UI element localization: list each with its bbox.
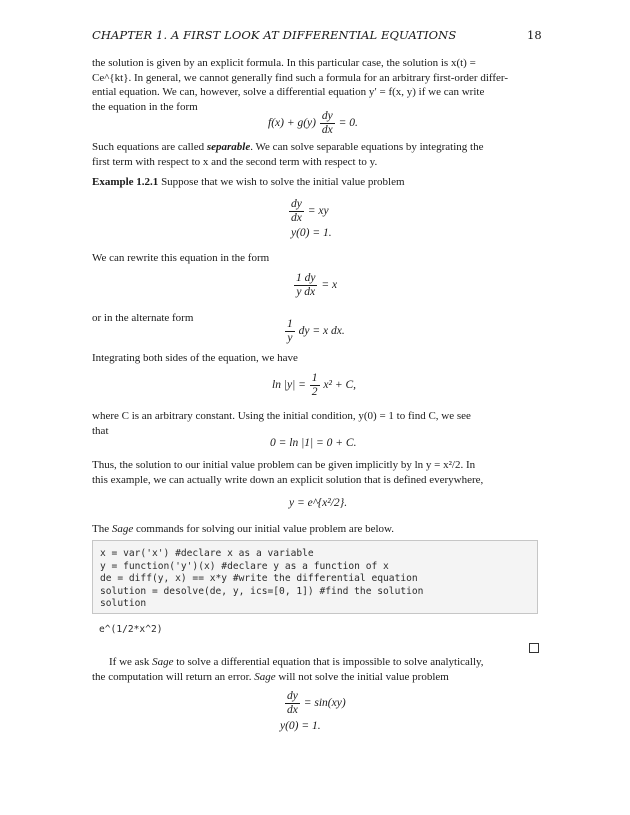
fraction-numerator: 1 dy (296, 272, 316, 284)
text-segment: or in the alternate form (92, 312, 194, 324)
text-segment: Thus, the solution to our initial value problem can be given implicitly by ln y = x²/2. In (92, 459, 476, 471)
text-segment: commands for solving our initial value problem are below. (133, 523, 395, 535)
text-segment: Integrating both sides of the equation, we have (92, 352, 298, 364)
fraction-denominator: y dx (296, 286, 316, 298)
fraction-denominator: y (287, 332, 293, 344)
equation-unsolvable-initial-condition: y(0) = 1. (280, 720, 321, 732)
fraction (289, 198, 304, 225)
fraction (285, 318, 295, 345)
page-number: 18 (527, 28, 542, 42)
code-line: y = function('y')(x) #declare y as a function of x (100, 560, 389, 572)
equation-rhs: x² + C, (323, 379, 356, 392)
text-line (92, 458, 538, 473)
fraction-denominator: 2 (311, 386, 318, 398)
paragraph-sage-error (92, 655, 538, 684)
text-segment: the computation will return an error. (92, 670, 255, 683)
fraction-numerator: dy (291, 198, 302, 210)
equation-rhs: = x (321, 279, 338, 292)
fraction-numerator: 1 (311, 372, 318, 384)
text-segment: to solve a differential equation that is impossible to solve analytically, (173, 656, 484, 668)
text-line (92, 522, 538, 537)
text-line (92, 655, 538, 670)
example-heading (92, 175, 538, 190)
fraction-denominator: dx (291, 212, 302, 224)
text-segment: Such equations are called (92, 141, 207, 153)
text-line (92, 424, 538, 439)
text-line-1: the solution is given by an explicit formula. In this particular case, the solution is x(t) = (92, 57, 476, 69)
text-line (92, 85, 538, 100)
code-output: e^(1/2*x^2) (99, 624, 163, 635)
paragraph-separable (92, 140, 538, 169)
text-line-3: ential equation. We can, however, solve a differential equation y′ = f(x, y) if we can write (92, 86, 485, 99)
paragraph-rewrite (92, 251, 538, 266)
equation-lhs: ln |y| = (272, 379, 306, 392)
equation-rhs: = xy (307, 205, 329, 218)
code-line: x = var('x') #declare x as a variable (100, 548, 314, 559)
equation-unsolvable-ode (284, 690, 346, 717)
fraction-numerator: 1 (287, 318, 293, 330)
text-line (92, 409, 538, 424)
equation-alternate (284, 318, 345, 345)
equation-separable-form (268, 110, 358, 137)
qed-square-icon (529, 643, 539, 653)
text-line (92, 155, 538, 170)
text-line (92, 251, 538, 266)
paragraph-solution (92, 458, 538, 487)
text-segment: this example, we can actually write down an explicit solution that is defined everywhere, (92, 473, 484, 486)
text-segment: The (92, 523, 112, 535)
text-segment: first term with respect to x and the second term with respect to y. (92, 155, 378, 168)
equation-rewritten (293, 272, 337, 299)
example-label: Example 1.2.1 (92, 176, 159, 188)
fraction-denominator: dx (321, 124, 333, 136)
fraction-denominator: dx (287, 704, 298, 716)
text-line-2: Ce^{kt}. In general, we cannot generally find such a formula for an arbitrary first-order differ- (92, 71, 509, 84)
text-line (92, 670, 538, 685)
text-segment: If we ask (109, 656, 153, 668)
fraction-numerator: dy (287, 690, 298, 702)
text-line (92, 56, 538, 71)
equation-integrated (272, 372, 356, 399)
text-line (92, 473, 538, 488)
sage-name: Sage (111, 523, 134, 535)
text-line (92, 140, 538, 155)
paragraph-sage-intro (92, 522, 538, 537)
equation-rhs: dy = x dx. (298, 325, 345, 338)
text-line (92, 71, 538, 86)
equation-rhs: = 0. (338, 117, 358, 130)
fraction (320, 110, 335, 137)
text-line (92, 351, 538, 366)
text-line (92, 175, 538, 190)
fraction (294, 272, 317, 299)
equation-explicit-solution: y = e^{x²/2}. (289, 497, 348, 509)
example-text: Suppose that we wish to solve the initial value problem (158, 176, 405, 188)
text-segment: We can rewrite this equation in the form (92, 252, 270, 264)
code-line: solution (100, 598, 147, 609)
text-segment: . We can solve separable equations by integrating the (250, 141, 484, 153)
sage-name: Sage (254, 670, 276, 683)
paragraph-initial-condition (92, 409, 538, 438)
sage-name: Sage (152, 656, 174, 668)
fraction-numerator: dy (321, 110, 333, 122)
equation-rhs: = sin(xy) (303, 697, 346, 710)
text-line-4: the equation in the form (92, 100, 198, 113)
equation-ivp-ode (288, 198, 329, 225)
text-segment: where C is an arbitrary constant. Using the initial condition, y(0) = 1 to find C, we see (92, 410, 471, 422)
paragraph-integrating (92, 351, 538, 366)
paragraph-intro (92, 56, 538, 114)
fraction (285, 690, 300, 717)
equation-ivp-initial-condition: y(0) = 1. (291, 227, 332, 239)
code-line: de = diff(y, x) == x*y #write the differential equation (100, 573, 418, 584)
term-separable: separable (206, 141, 251, 153)
text-segment: that (92, 424, 109, 437)
code-line: solution = desolve(de, y, ics=[0, 1]) #find the solution (100, 585, 424, 597)
fraction (310, 372, 320, 399)
equation-constant: 0 = ln |1| = 0 + C. (270, 437, 357, 449)
chapter-header: CHAPTER 1. A FIRST LOOK AT DIFFERENTIAL EQUATIONS (92, 28, 457, 42)
equation-lhs: f(x) + g(y) (268, 117, 316, 130)
text-segment: will not solve the initial value problem (275, 670, 449, 683)
code-block (92, 540, 538, 614)
